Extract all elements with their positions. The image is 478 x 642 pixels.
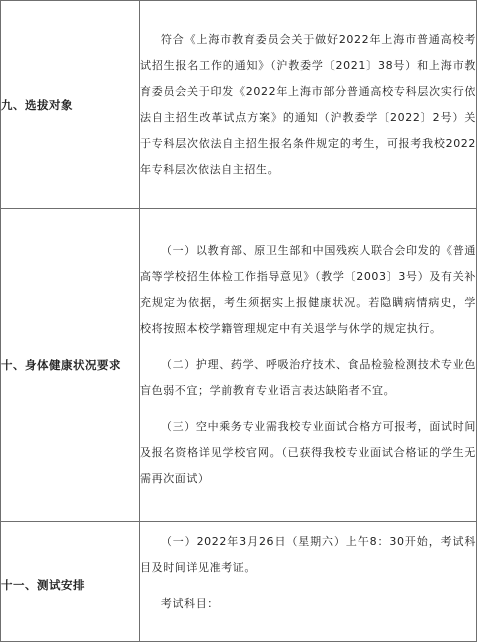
row-label-selection-target: 九、选拔对象: [1, 1, 140, 209]
row-label-test-arrangement: 十一、测试安排: [1, 522, 140, 642]
paragraph: （二）护理、药学、呼吸治疗技术、食品检验检测技术专业色盲色弱不宜；学前教育专业语言表达缺陷者不宜。: [140, 358, 476, 397]
paragraph: （三）空中乘务专业需我校专业面试合格方可报考，面试时间及报名资格详见学校官网。（已获得我校专业面试合格证的学生无需再次面试）: [140, 420, 476, 485]
table-row: [1, 522, 477, 642]
row-content-health-requirements: [140, 209, 477, 522]
row-content-selection-target: [140, 1, 477, 209]
row-content-test-arrangement: [140, 522, 477, 642]
paragraph: 考试科目：: [160, 597, 219, 610]
table-row: [1, 209, 477, 522]
table-row: [1, 1, 477, 209]
paragraph: （一）以教育部、原卫生部和中国残疾人联合会印发的《普通高等学校招生体检工作指导意见》（教学〔2003〕3号）及有关补充规定为依据，考生须据实上报健康状况。若隐瞒病情病史，学校将按照本校学籍管理规定中有关退学与休学的规定执行。: [140, 244, 476, 335]
paragraph: （一）2022年3月26日（星期六）上午8：30开始，考试科目及时间详见准考证。: [140, 535, 476, 574]
paragraph: 符合《上海市教育委员会关于做好2022年上海市普通高校考试招生报名工作的通知》（沪教委学〔2021〕38号）和上海市教育委员会关于印发《2022年上海市部分普通高校专科层次实行依法自主招生改革试点方案》的通知（沪教委学〔2022〕2号）关于专科层次依法自主招生报名条件规定的考生，可报考我校2022年专科层次依法自主招生。: [140, 32, 476, 176]
row-label-health-requirements: 十、身体健康状况要求: [1, 209, 140, 522]
